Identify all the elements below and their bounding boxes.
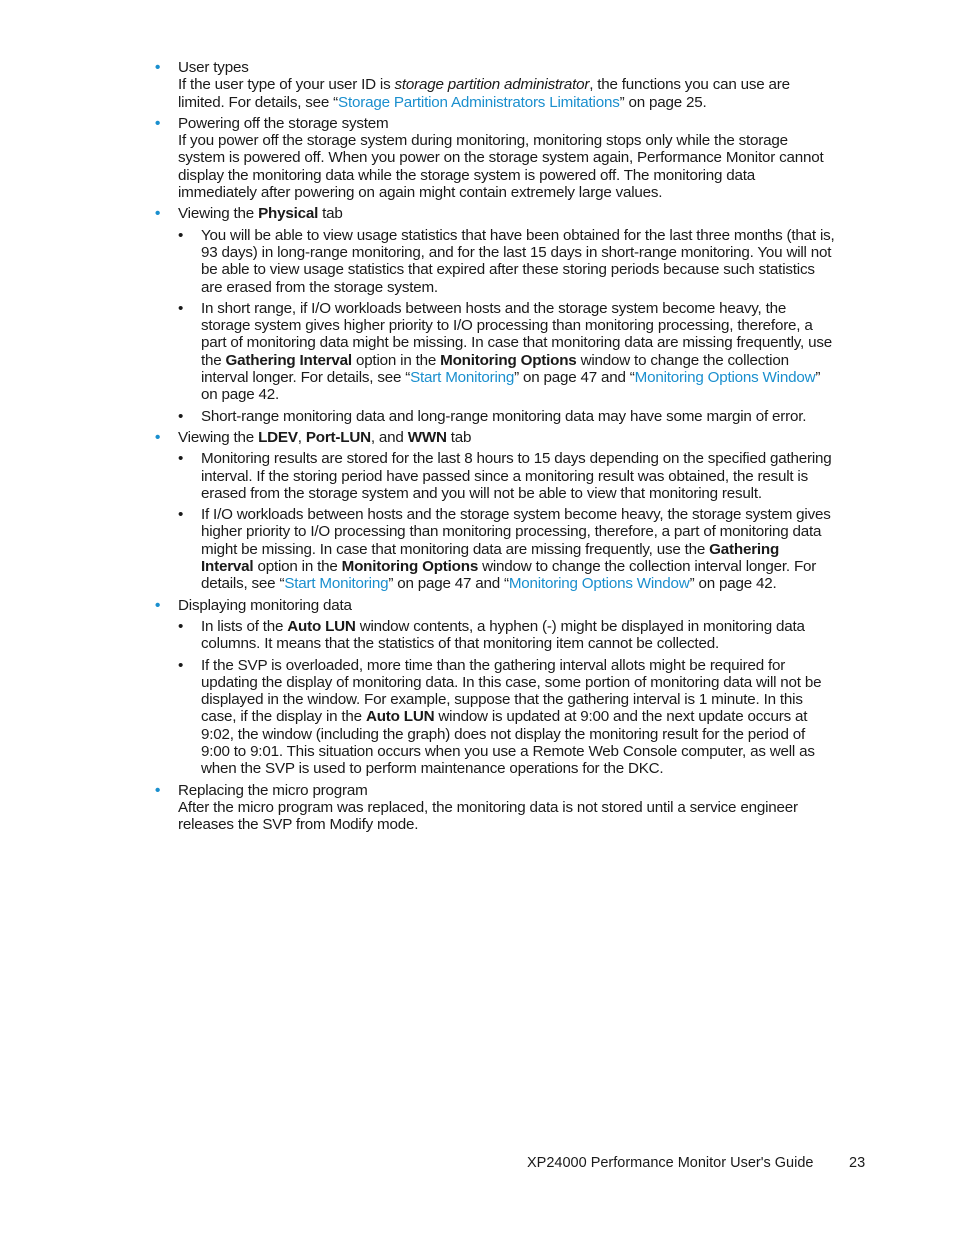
- sub-bullet-icon: •: [178, 656, 184, 674]
- item-title: Replacing the micro program: [178, 781, 368, 799]
- item-title: User types: [178, 59, 249, 76]
- sub-item: • Monitoring results are stored for the last 8 hours to 15 days depending on the specified gathering interval. If the storing period have passed since a monitoring result was obtained, the result is erased from the storage system and you will not be able to view that monitoring result.: [178, 450, 832, 502]
- link-start-monitoring[interactable]: Start Monitoring: [284, 575, 389, 593]
- list-item-physical-tab: [155, 205, 835, 425]
- link-monitoring-options-window[interactable]: Monitoring Options Window: [634, 369, 816, 387]
- sub-list: [178, 618, 835, 778]
- link-monitoring-options-window[interactable]: Monitoring Options Window: [508, 575, 690, 593]
- sub-bullet-icon: •: [178, 450, 184, 468]
- link-storage-partition-limitations[interactable]: Storage Partition Administrators Limitations: [338, 93, 620, 111]
- footer-title: XP24000 Performance Monitor User's Guide: [527, 1155, 814, 1171]
- sub-list: [178, 450, 835, 592]
- sub-item: • Short-range monitoring data and long-range monitoring data may have some margin of error.: [178, 407, 807, 425]
- item-body: If the user type of your user ID is storage partition administrator, the functions you can use are limited. For details, see “Storage Partition Administrators Limitations” on page 25.: [178, 76, 790, 111]
- list-item-user-types: [155, 59, 835, 111]
- list-item-ldev-tab: [155, 429, 835, 593]
- sub-bullet-icon: •: [178, 506, 184, 524]
- item-body: After the micro program was replaced, the monitoring data is not stored until a service engineer releases the SVP from Modify mode.: [178, 798, 798, 834]
- bullet-icon: •: [155, 205, 161, 223]
- item-body: If you power off the storage system during monitoring, monitoring stops only while the storage system is powered off. When you power on the storage system again, Performance Monitor cannot display the monitoring data while the storage system is powered off. The monitoring data immediately after powering on again might contain extremely large values.: [178, 132, 824, 202]
- sub-item: • You will be able to view usage statistics that have been obtained for the last three months (that is, 93 days) in long-range monitoring, and for the last 15 days in short-range monitoring. You will not be able to view usage statistics that expired after these storing periods because such statistics are erased from the storage system.: [178, 226, 835, 296]
- list-item-replacing-micro-program: [155, 782, 835, 834]
- bullet-icon: •: [155, 781, 161, 799]
- page-content: [155, 59, 835, 837]
- sub-item: • If I/O workloads between hosts and the storage system become heavy, the storage system gives higher priority to I/O processing than monitoring processing, therefore, a part of monitoring data might be missing. In case that monitoring data are missing frequently, use the Gathering Interval option in the Monitoring Options window to change the collection interval longer. For details, see “Start Monitoring” on page 47 and “Monitoring Options Window” on page 42.: [178, 506, 831, 593]
- item-title: Viewing the LDEV, Port-LUN, and WWN tab: [178, 428, 472, 446]
- item-title: Powering off the storage system: [178, 114, 389, 132]
- list-item-displaying-data: [155, 597, 835, 778]
- sub-item: • In short range, if I/O workloads between hosts and the storage system become heavy, the storage system gives higher priority to I/O processing than monitoring processing, therefore, a part of monitoring data might be missing. In case that monitoring data are missing frequently, use the Gathering Interval option in the Monitoring Options window to change the collection interval longer. For details, see “Start Monitoring” on page 47 and “Monitoring Options Window” on page 42.: [178, 299, 832, 404]
- link-start-monitoring[interactable]: Start Monitoring: [410, 369, 515, 387]
- sub-bullet-icon: •: [178, 226, 184, 244]
- list-item-powering-off: [155, 115, 835, 201]
- sub-list: [178, 227, 835, 425]
- bullet-icon: •: [155, 428, 161, 446]
- item-title: Viewing the Physical tab: [178, 205, 343, 223]
- sub-bullet-icon: •: [178, 299, 184, 317]
- sub-bullet-icon: •: [178, 617, 184, 635]
- sub-item: • If the SVP is overloaded, more time than the gathering interval allots might be required for updating the display of monitoring data. In this case, some portion of monitoring data will not be displayed in the window. For example, suppose that the gathering interval is 1 minute. In this case, if the display in the Auto LUN window is updated at 9:00 and the next update occurs at 9:02, the window (including the graph) does not display the monitoring result for the period of 9:00 to 9:01. This situation occurs when you use a Remote Web Console computer, as well as when the SVP is used to perform maintenance operations for the DKC.: [178, 656, 822, 778]
- bullet-icon: •: [155, 59, 161, 76]
- sub-bullet-icon: •: [178, 407, 184, 425]
- bullet-icon: •: [155, 596, 161, 614]
- bullet-icon: •: [155, 114, 161, 132]
- page-number: 23: [849, 1155, 866, 1171]
- sub-item: • In lists of the Auto LUN window contents, a hyphen (-) might be displayed in monitoring data columns. It means that the statistics of that monitoring item cannot be collected.: [178, 617, 805, 653]
- item-title: Displaying monitoring data: [178, 596, 352, 614]
